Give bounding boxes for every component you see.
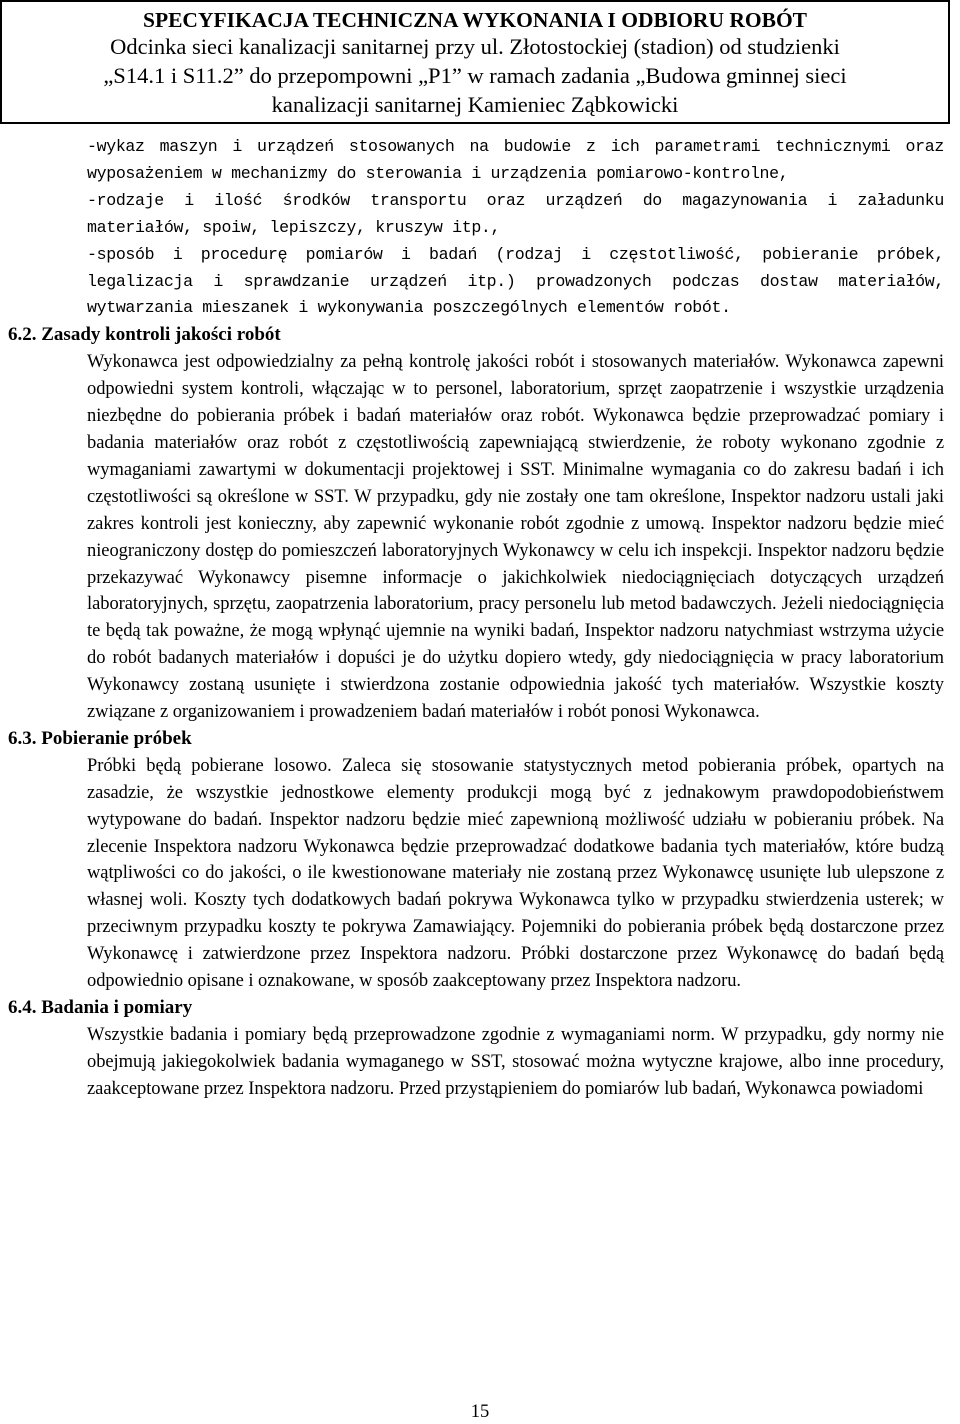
list-item-measurement-procedure: -sposób i procedurę pomiarów i badań (rodzaj i częstotliwość, pobieranie próbek, legalizacja i sprawdzanie urządzeń itp.) prowadzonych podczas dostaw materiałów, wytwarzania mieszanek i wykonywania poszczególnych elementów robót. — [87, 244, 944, 318]
header-subtitle-line-1: Odcinka sieci kanalizacji sanitarnej przy ul. Złotostockiej (stadion) od studzienki — [110, 34, 840, 59]
list-item-transport: -rodzaje i ilość środków transportu oraz urządzeń do magazynowania i załadunku materiałów, spoiw, lepiszczy, kruszyw itp., — [87, 190, 944, 237]
header-subtitle-line-2: „S14.1 i S11.2” do przepompowni „P1” w ramach zadania „Budowa gminnej sieci — [103, 63, 847, 88]
section-text-6-2: Wykonawca jest odpowiedzialny za pełną kontrolę jakości robót i stosowanych materiałów. Wykonawca zapewni odpowiedni system kontroli, włączając w to personel, laboratorium, sprzęt zaopatrzenie i wszystkie urządzenia niezbędne do pobierania próbek i badań materiałów oraz robót. Wykonawca będzie przeprowadzać pomiary i badania materiałów oraz robót z częstotliwością zapewniającą stwierdzenie, że roboty wykonano zgodnie z wymaganiami zawartymi w dokumentacji projektowej i SST. Minimalne wymagania co do zakresu badań i ich częstotliwości są określone w SST. W przypadku, gdy nie zostały one tam określone, Inspektor nadzoru ustali jaki zakres kontroli jest konieczny, aby zapewnić wykonanie robót zgodnie z umową. Inspektor nadzoru będzie mieć nieograniczony dostęp do pomieszczeń laboratoryjnych Wykonawcy w celu ich inspekcji. Inspektor nadzoru będzie przekazywać Wykonawcy pisemne informacje o jakichkolwiek niedociągnięciach dotyczących urządzeń laboratoryjnych, sprzętu, zaopatrzenia laboratorium, pracy personelu lub metod badawczych. Jeżeli niedociągnięcia te będą tak poważne, że mogą wpłynąć ujemnie na wyniki badań, Inspektor nadzoru natychmiast wstrzyma użycie do robót badanych materiałów i dopuści je do użytku dopiero wtedy, gdy niedociągnięcia w pracy laboratorium Wykonawcy zostaną usunięte i stwierdzona zostanie odpowiednia jakość tych materiałów. Wszystkie koszty związane z organizowaniem i prowadzeniem badań materiałów i robót ponosi Wykonawca. — [87, 352, 944, 723]
page-number: 15 — [470, 1402, 490, 1422]
section-text-6-3: Próbki będą pobierane losowo. Zaleca się stosowanie statystycznych metod pobierania próbek, opartych na zasadzie, że wszystkie jednostkowe elementy produkcji mogą być z jednakowym prawdopodobieństwem wytypowane do badań. Inspektor nadzoru będzie mieć zapewnioną możliwość udziału w pobieraniu próbek. Na zlecenie Inspektora nadzoru Wykonawca będzie przeprowadzać dodatkowe badania tych materiałów, które budzą wątpliwości co do jakości, o ile kwestionowane materiały nie zostaną przez Wykonawcę usunięte lub ulepszone z własnej woli. Koszty tych dodatkowych badań pokrywa Wykonawca tylko w przypadku stwierdzenia usterek; w przeciwnym przypadku koszty te pokrywa Zamawiający. Pojemniki do pobierania próbek będą dostarczone przez Wykonawcę i zatwierdzone przez Inspektora nadzoru. Próbki dostarczone przez Wykonawcę do badań będą odpowiednio opisane i oznakowane, w sposób zaakceptowany przez Inspektora nadzoru. — [87, 755, 944, 992]
list-item-machines: -wykaz maszyn i urządzeń stosowanych na budowie z ich parametrami technicznymi oraz wyposażeniem w mechanizmy do sterowania i urządzenia pomiarowo-kontrolne, — [87, 137, 944, 183]
section-heading-6-3: 6.3. Pobieranie próbek — [8, 727, 192, 749]
header-title: SPECYFIKACJA TECHNICZNA WYKONANIA I ODBIORU ROBÓT — [142, 8, 808, 32]
document-header — [0, 0, 950, 124]
section-heading-6-2: 6.2. Zasady kontroli jakości robót — [8, 324, 281, 346]
header-subtitle-line-3: kanalizacji sanitarnej Kamieniec Ząbkowicki — [271, 92, 679, 117]
document-body — [8, 134, 944, 1103]
section-text-6-4: Wszystkie badania i pomiary będą przeprowadzone zgodnie z wymaganiami norm. W przypadku, gdy normy nie obejmują jakiegokolwiek badania wymaganego w SST, stosować można wytyczne krajowe, albo inne procedury, zaakceptowane przez Inspektora nadzoru. Przed przystąpieniem do pomiarów lub badań, Wykonawca powiadomi — [87, 1024, 944, 1099]
section-heading-6-4: 6.4. Badania i pomiary — [8, 997, 193, 1018]
